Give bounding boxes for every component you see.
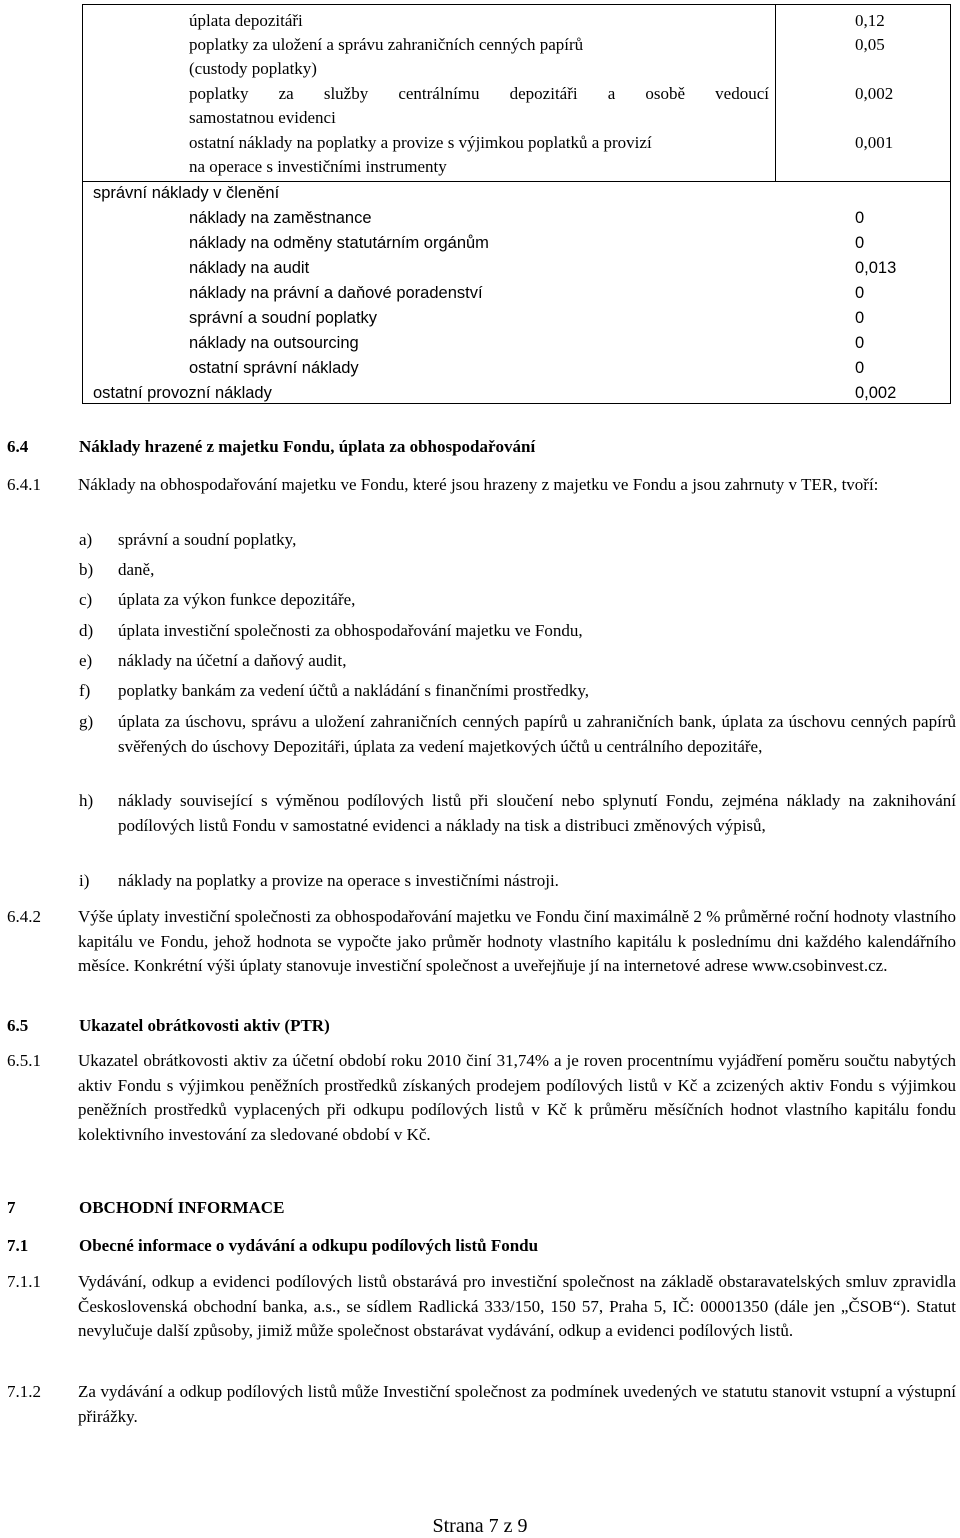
paragraph-number: 7.1.1 [7, 1272, 41, 1291]
paragraph-number: 6.5.1 [7, 1051, 41, 1070]
row-value: 0,002 [855, 384, 897, 402]
paragraph-number: 7.1.2 [7, 1382, 41, 1401]
paragraph-text: Výše úplaty investiční společnosti za obhospodařování majetku ve Fondu činí maximálně 2 % průměrné roční hodnoty vlastního kapitálu ve Fondu, jehož hodnota se vypočte jako průměr hodnoty vlastního kapitálu k poslednímu dni každého kalendářního měsíce. Konkrétní výši úplaty stanovuje investiční společnost a uveřejňuje jí na internetové adrese www.csobinvest.cz. [78, 907, 956, 975]
paragraph-text: Za vydávání a odkup podílových listů může Investiční společnost za podmínek uvedených ve statutu stanovit vstupní a výstupní přirážky. [78, 1382, 956, 1426]
row-value: 0 [855, 359, 865, 377]
list-letter: f) [79, 681, 91, 700]
row-label: úplata depozitáři [189, 11, 303, 30]
section-number: 6.4 [7, 437, 29, 456]
section-heading: Náklady hrazené z majetku Fondu, úplata za obhospodařování [79, 437, 536, 456]
list-item: poplatky bankám za vedení účtů a nakládání s finančními prostředky, [118, 681, 589, 700]
list-letter: i) [79, 871, 90, 890]
list-item: úplata za úschovu, správu a uložení zahraničních cenných papírů u zahraničních bank, úplata za úschovu cenných papírů svěřených do úschovy Depozitáři, úplata za vedení majetkových účtů u centrálního depozitáře, [118, 712, 956, 756]
paragraph-number: 6.4.2 [7, 907, 41, 926]
table-row-label-continued: (custody poplatky) [189, 59, 317, 78]
row-value: 0,001 [855, 133, 894, 152]
list-item: úplata za výkon funkce depozitáře, [118, 590, 356, 609]
list-letter: e) [79, 651, 93, 670]
row-value: 0,013 [855, 259, 897, 277]
table-row-label: ostatní správní náklady [189, 359, 359, 377]
table-row-label-continued: samostatnou evidenci [189, 108, 336, 127]
cost-table [82, 4, 951, 404]
row-value: 0,12 [855, 11, 885, 30]
section-heading: Obecné informace o vydávání a odkupu podílových listů Fondu [79, 1236, 539, 1255]
table-row [189, 9, 303, 33]
list-letter: h) [79, 791, 94, 810]
row-value: 0 [855, 334, 865, 352]
paragraph-text: Ukazatel obrátkovosti aktiv za účetní období roku 2010 činí 31,74% a je roven procentnímu vyjádření poměru součtu nabytých aktiv Fondu s výjimkou peněžních prostředků získaných prodejem podílových listů v Kč a zcizených aktiv Fondu s výjimkou peněžních prostředků vyplacených při odkupu podílových listů v Kč k průměru měsíčních hodnot vlastního kapitálu fondu kolektivního investování za sledované období v Kč. [78, 1051, 956, 1144]
list-item: náklady související s výměnou podílových listů při sloučení nebo splynutí Fondu, zejména náklady na zaknihování podílových listů Fondu v samostatné evidenci a náklady na tisk a distribuci změnových výpisů, [118, 791, 956, 835]
row-value: 0,05 [855, 35, 885, 54]
list-letter: b) [79, 560, 94, 579]
list-letter: g) [79, 712, 94, 731]
list-item: daně, [118, 560, 155, 579]
table-row-label: náklady na právní a daňové poradenství [189, 284, 483, 302]
table-group-label: správní náklady v členění [93, 184, 280, 202]
list-letter: d) [79, 621, 94, 640]
table-row-label: náklady na audit [189, 259, 310, 277]
table-row-label: náklady na outsourcing [189, 334, 359, 352]
table-row-label: ostatní náklady na poplatky a provize s výjimkou poplatků a provizí [189, 133, 652, 152]
list-item: náklady na poplatky a provize na operace s investičními nástroji. [118, 871, 559, 890]
table-row-label: poplatky za uložení a správu zahraničních cenných papírů [189, 35, 584, 54]
row-value: 0 [855, 309, 865, 327]
row-value: 0 [855, 209, 865, 227]
paragraph-text: Náklady na obhospodařování majetku ve Fondu, které jsou hrazeny z majetku ve Fondu a jsou zahrnuty v TER, tvoří: [78, 475, 879, 494]
chapter-heading: OBCHODNÍ INFORMACE [79, 1198, 285, 1217]
paragraph-text: Vydávání, odkup a evidenci podílových listů obstarává pro investiční společnost na základě obstaravatelských smluv zpravidla Československá obchodní banka, a.s., se sídlem Radlická 333/150, 150 57, Praha 5, IČ: 00001350 (dále jen „ČSOB“). Statut nevylučuje další způsoby, jimiž může společnost obstarávat vydávání, odkup a evidenci podílových listů. [78, 1272, 956, 1340]
table-row-label: ostatní provozní náklady [93, 384, 272, 402]
row-value: 0 [855, 284, 865, 302]
list-item: správní a soudní poplatky, [118, 530, 297, 549]
section-number: 6.5 [7, 1016, 29, 1035]
table-row-label: náklady na zaměstnance [189, 209, 372, 227]
table-row-label-continued: na operace s investičními instrumenty [189, 157, 447, 176]
row-value: 0 [855, 234, 865, 252]
table-row-label: náklady na odměny statutárním orgánům [189, 234, 489, 252]
row-value: 0,002 [855, 84, 894, 103]
table-column-divider [775, 5, 776, 181]
list-item: náklady na účetní a daňový audit, [118, 651, 347, 670]
paragraph-number: 6.4.1 [7, 475, 41, 494]
list-item: úplata investiční společnosti za obhospodařování majetku ve Fondu, [118, 621, 583, 640]
section-number: 7.1 [7, 1236, 29, 1255]
section-heading: Ukazatel obrátkovosti aktiv (PTR) [79, 1016, 330, 1035]
table-row-label: poplatky za služby centrálnímu depozitáři a osobě vedoucí [189, 84, 769, 103]
table-row-label: správní a soudní poplatky [189, 309, 378, 327]
chapter-number: 7 [7, 1198, 16, 1217]
list-letter: a) [79, 530, 93, 549]
page-number: Strana 7 z 9 [432, 1515, 528, 1537]
list-letter: c) [79, 590, 93, 609]
